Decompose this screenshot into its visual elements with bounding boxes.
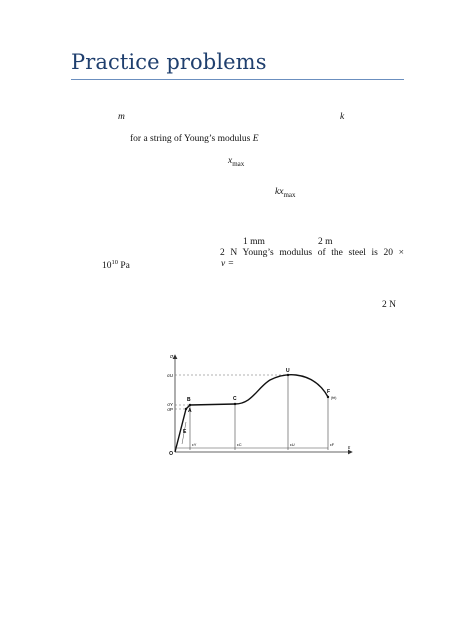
- point-e-label: E: [183, 429, 187, 435]
- variable-E: E: [252, 134, 259, 144]
- ten-exponent: 10: [111, 259, 118, 266]
- epsilon-u-label: εU: [290, 442, 295, 447]
- ten-power-pa: [102, 259, 130, 271]
- strain-axis-label: ε: [348, 445, 351, 451]
- poisson-equals: ν =: [221, 259, 235, 269]
- variable-m: m: [118, 112, 125, 122]
- youngs-modulus-line: [130, 134, 259, 144]
- epsilon-y-label: εY: [192, 442, 197, 447]
- point-a-marker: [185, 408, 187, 410]
- ten-base: 10: [102, 261, 112, 272]
- point-a-label: A: [188, 408, 192, 414]
- kx-max-expression: [275, 187, 296, 199]
- epsilon-f-label: εF: [330, 442, 335, 447]
- point-b-marker: [189, 404, 191, 406]
- point-b-label: B: [187, 397, 191, 403]
- stress-strain-curve: [175, 375, 331, 452]
- sigma-y-label: σY: [167, 402, 173, 407]
- x-symbol: x: [279, 187, 284, 197]
- x-symbol: x: [228, 156, 233, 166]
- youngs-modulus-text: for a string of Young’s modulus: [130, 134, 251, 144]
- point-u-marker: [287, 374, 289, 376]
- fracture-note: (frt): [331, 396, 337, 400]
- point-c-label: C: [233, 396, 237, 402]
- pascal-unit: Pa: [120, 261, 130, 272]
- sigma-p-label: σP: [167, 407, 173, 412]
- load-2n: 2 N: [382, 300, 396, 310]
- length-1mm: 1 mm: [243, 237, 265, 247]
- load-youngs-line: 2 N Young’s modulus of the steel is 20 ×: [220, 248, 404, 258]
- k-symbol: k: [275, 187, 280, 197]
- sigma-u-label: σU: [166, 373, 173, 378]
- stress-axis-label: σ: [169, 354, 173, 360]
- x-max-expression: [228, 156, 244, 168]
- point-u-label: U: [286, 368, 290, 374]
- max-subscript: max: [283, 190, 296, 199]
- title-divider: [71, 79, 404, 80]
- point-f-label: F: [327, 389, 331, 395]
- page-title: Practice problems: [71, 50, 267, 74]
- stress-strain-diagram: [162, 350, 362, 460]
- point-c-marker: [234, 403, 236, 405]
- point-f-marker: [327, 396, 329, 398]
- epsilon-c-label: εC: [237, 442, 242, 447]
- origin-label: O: [169, 451, 173, 457]
- length-2m: 2 m: [318, 237, 333, 247]
- variable-k: k: [340, 112, 345, 122]
- max-subscript: max: [232, 159, 245, 168]
